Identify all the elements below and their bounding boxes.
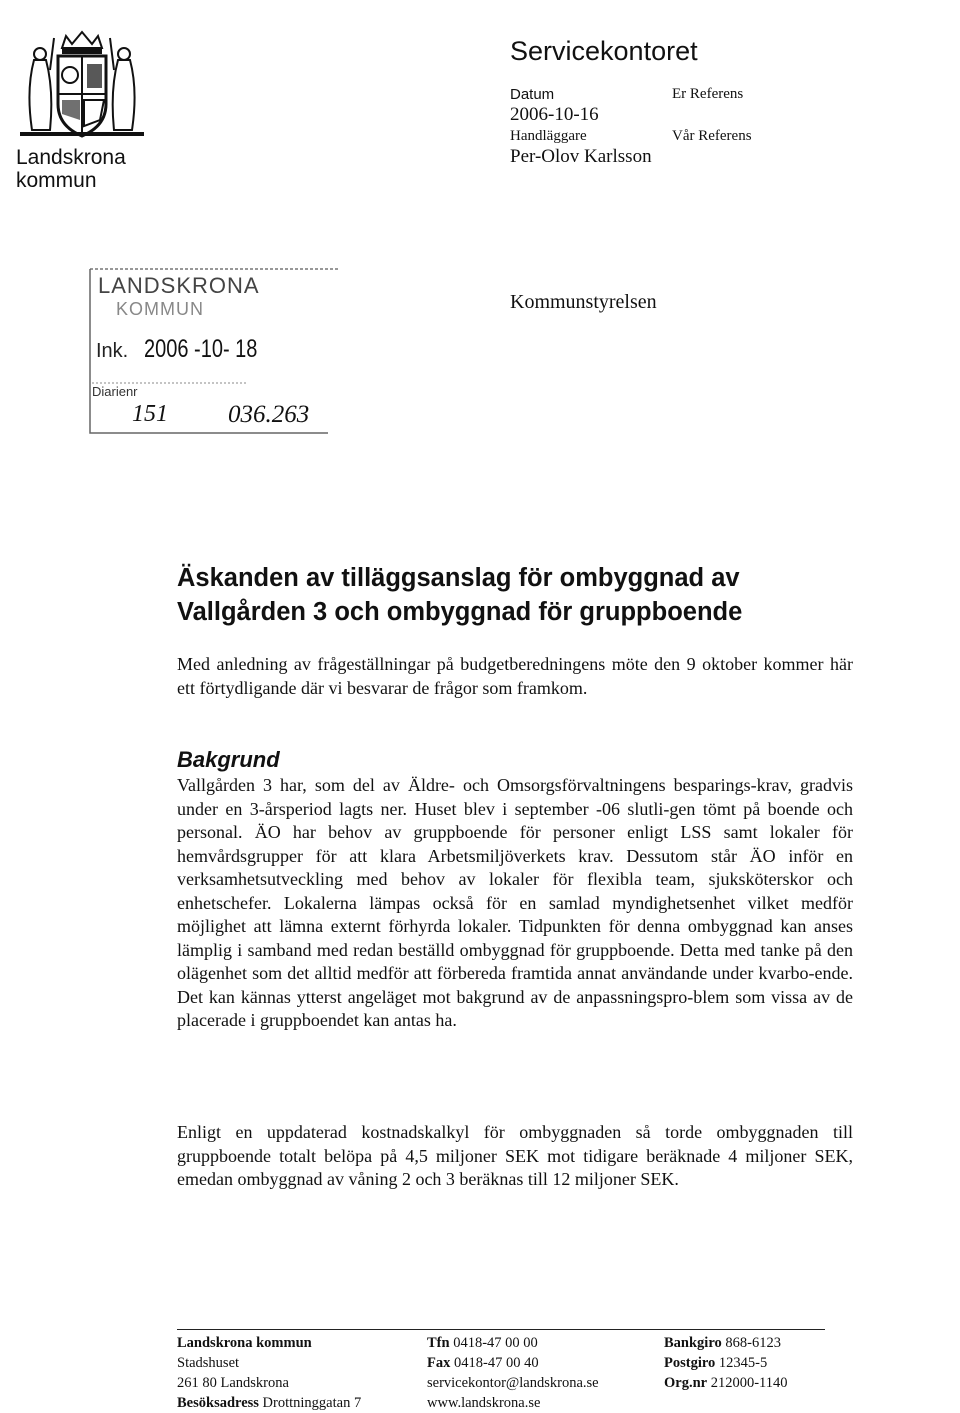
footer-payment — [664, 1333, 788, 1393]
stamp-org-line1: LANDSKRONA — [98, 273, 260, 298]
footer-visit-address: Drottninggatan 7 — [262, 1395, 362, 1411]
stamp-diarie-number-1: 151 — [132, 401, 168, 427]
section-heading-bakgrund: Bakgrund — [177, 747, 280, 772]
footer-contact — [427, 1333, 599, 1413]
handler-label: Handläggare — [510, 128, 587, 144]
footer-web: www.landskrona.se — [427, 1395, 541, 1411]
footer-bankgiro: 868-6123 — [725, 1335, 781, 1351]
footer-orgnr-label: Org.nr — [664, 1375, 708, 1391]
document-title-line1: Äskanden av tilläggsanslag för ombyggnad av — [177, 564, 740, 592]
intro-paragraph: Med anledning av frågeställningar på budgetberedningens möte den 9 oktober kommer här ett förtydligande där vi besvarar de frågor som framkom. — [177, 654, 853, 698]
footer-visit-label: Besöksadress — [177, 1395, 259, 1411]
footer-phone: 0418-47 00 00 — [453, 1335, 538, 1351]
footer-bankgiro-label: Bankgiro — [664, 1335, 722, 1351]
footer-org-name: Landskrona kommun — [177, 1335, 312, 1351]
footer-postal: 261 80 Landskrona — [177, 1375, 289, 1391]
footer-orgnr: 212000-1140 — [710, 1375, 788, 1391]
recipient: Kommunstyrelsen — [510, 291, 657, 313]
stamp-received-label: Ink. — [96, 340, 129, 362]
stamp-received-date: 2006 -10- 18 — [144, 335, 258, 363]
date-label: Datum — [510, 86, 555, 103]
footer-fax: 0418-47 00 40 — [453, 1355, 539, 1371]
stamp-diarie-label: Diarienr — [92, 384, 138, 399]
background-paragraph: Vallgården 3 har, som del av Äldre- och Omsorgsförvaltningens besparings-krav, gradvis under en 3-årsperiod lagts ner. Huset blev i september -06 slutli-gen tömt på boende och personal. ÄO har behov av gruppboende för personer enligt LSS samt lokaler för hemvårdsgrupper för att klara Arbetsmiljöverkets krav. Dessutom står ÄO inför en verksamhetsutveckling med behov av lokaler för flexibla team, sjuksköterskor och enhetschefer. Lokalerna lämpas också för en samlad myndighetsenhet vilket medför möjlighet att lämna externt förhyrda lokaler. Tidpunkten för denna ombyggnad kan anses lämplig i samband med redan beställd ombyggnad för gruppboende. Detta med tanke på den olägenhet som det alltid medför att förbereda framtida annat användande under kvarbo-ende. Det kan kännas ytterst angeläget mot bakgrund av de anpassningspro-blem som vissa av de placerade i gruppboendet kan antas ha. — [177, 775, 853, 1030]
coat-of-arms-icon — [14, 30, 150, 142]
municipality-name: Landskrona kommun — [16, 146, 126, 192]
footer-postgiro: 12345-5 — [718, 1355, 768, 1371]
footer-phone-label: Tfn — [427, 1335, 450, 1351]
document-title — [177, 561, 877, 629]
footer-email: servicekontor@landskrona.se — [427, 1375, 599, 1391]
office-name: Servicekontoret — [510, 36, 698, 66]
cost-paragraph: Enligt en uppdaterad kostnadskalkyl för ombyggnaden så torde ombyggnaden till gruppboende totalt belöpa på 4,5 miljoner SEK mot tidigare beräknade 4 miljoner SEK, emedan ombyggnad av våning 2 och 3 beräknas till 12 miljoner SEK. — [177, 1122, 853, 1189]
stamp-org-line2: KOMMUN — [116, 299, 204, 319]
footer-address — [177, 1333, 361, 1413]
footer-fax-label: Fax — [427, 1355, 451, 1371]
handler-value: Per-Olov Karlsson — [510, 146, 652, 167]
received-stamp — [88, 265, 340, 435]
our-reference-label: Vår Referens — [672, 128, 752, 144]
footer-divider — [177, 1329, 825, 1330]
footer-postgiro-label: Postgiro — [664, 1355, 716, 1371]
footer-building: Stadshuset — [177, 1355, 240, 1371]
document-title-line2: Vallgården 3 och ombyggnad för gruppboende — [177, 598, 743, 626]
your-reference-label: Er Referens — [672, 86, 744, 102]
stamp-diarie-number-2: 036.263 — [228, 401, 310, 428]
date-value: 2006-10-16 — [510, 104, 599, 125]
